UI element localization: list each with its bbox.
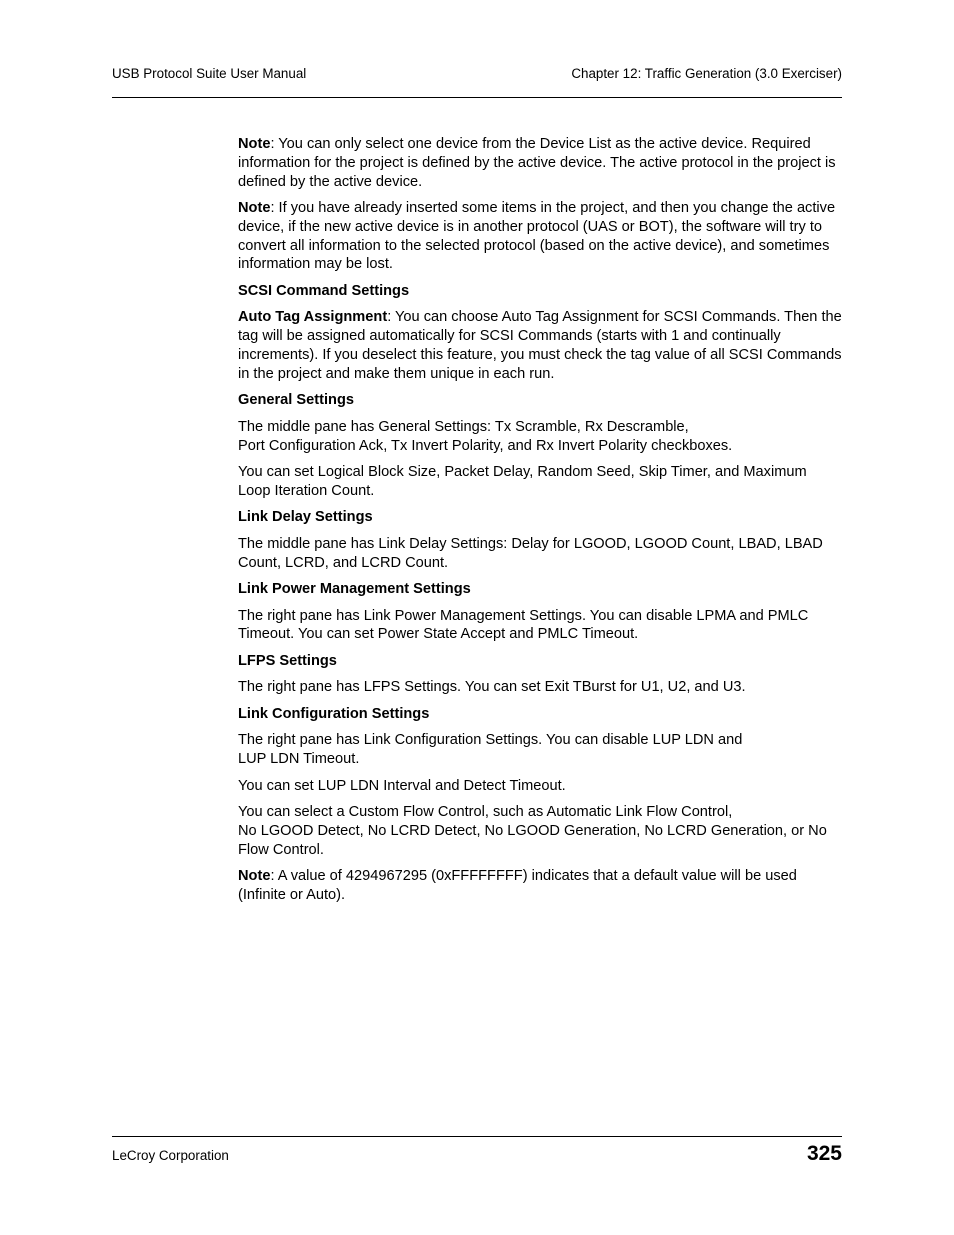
- manual-title: USB Protocol Suite User Manual: [112, 66, 307, 81]
- heading-scsi-command-settings: SCSI Command Settings: [238, 282, 410, 299]
- heading-link-configuration-settings: Link Configuration Settings: [238, 705, 430, 722]
- note-label: Note: [238, 868, 271, 885]
- note-label: Note: [238, 136, 271, 152]
- flow-control-line: You can select a Custom Flow Control, such as Automatic Link Flow Control,: [238, 804, 733, 821]
- note-text: : If you have already inserted some items in the project, and then you change the active device, if the new active device is in another protocol (UAS or BOT), the software will try to convert all information to the selected protocol (based on the active device), and sometimes information may be lost.: [238, 200, 836, 273]
- general-settings-values-paragraph: You can set Logical Block Size, Packet Delay, Random Seed, Skip Timer, and Maximum Loop Iteration Count.: [238, 464, 807, 499]
- general-settings-line: Port Configuration Ack, Tx Invert Polarity, and Rx Invert Polarity checkboxes.: [238, 437, 733, 454]
- chapter-title: Chapter 12: Traffic Generation (3.0 Exerciser): [571, 66, 842, 81]
- link-delay-paragraph: The middle pane has Link Delay Settings: Delay for LGOOD, LGOOD Count, LBAD, LBAD Count, LCRD, and LCRD Count.: [238, 535, 823, 571]
- link-config-line: LUP LDN Timeout.: [238, 751, 360, 768]
- link-config-paragraph: [238, 731, 842, 769]
- note-change-device: [238, 199, 842, 274]
- general-settings-paragraph: [238, 418, 842, 456]
- lfps-paragraph: The right pane has LFPS Settings. You can set Exit TBurst for U1, U2, and U3.: [238, 679, 746, 696]
- general-settings-line: The middle pane has General Settings: Tx Scramble, Rx Descramble,: [238, 418, 689, 435]
- heading-general-settings: General Settings: [238, 392, 354, 409]
- heading-link-power-management-settings: Link Power Management Settings: [238, 581, 471, 598]
- auto-tag-label: Auto Tag Assignment: [238, 309, 388, 326]
- note-default-value: [238, 867, 842, 905]
- heading-link-delay-settings: Link Delay Settings: [238, 509, 373, 526]
- auto-tag-text: : You can choose Auto Tag Assignment for SCSI Commands. Then the tag will be assigned automatically for SCSI Commands (starts with 1 and continually increments). If you deselect this feature, you must check the tag value of all SCSI Commands in the project and make them unique in each run.: [238, 309, 842, 382]
- note-text: : You can only select one device from the Device List as the active device. Required information for the project is defined by the active device. The active protocol in the project is defined by the active device.: [238, 136, 836, 190]
- footer-divider: [112, 1136, 842, 1137]
- note-active-device: [238, 135, 842, 191]
- header-divider: [112, 97, 842, 98]
- flow-control-paragraph: [238, 803, 842, 859]
- link-power-paragraph: The right pane has Link Power Management Settings. You can disable LPMA and PMLC Timeout. You can set Power State Accept and PMLC Timeout.: [238, 607, 809, 643]
- note-label: Note: [238, 200, 271, 217]
- link-config-interval-paragraph: You can set LUP LDN Interval and Detect Timeout.: [238, 777, 566, 794]
- auto-tag-paragraph: [238, 308, 842, 383]
- note-text: : A value of 4294967295 (0xFFFFFFFF) indicates that a default value will be used (Infinite or Auto).: [238, 868, 797, 903]
- company-name: LeCroy Corporation: [112, 1148, 229, 1163]
- page-header: [112, 66, 842, 84]
- flow-control-line: No LGOOD Detect, No LCRD Detect, No LGOOD Generation, No LCRD Generation, or No Flow Control.: [238, 822, 827, 858]
- heading-lfps-settings: LFPS Settings: [238, 652, 337, 669]
- link-config-line: The right pane has Link Configuration Settings. You can disable LUP LDN and: [238, 732, 743, 749]
- page-body: [238, 135, 842, 912]
- page-number: 325: [806, 1142, 842, 1165]
